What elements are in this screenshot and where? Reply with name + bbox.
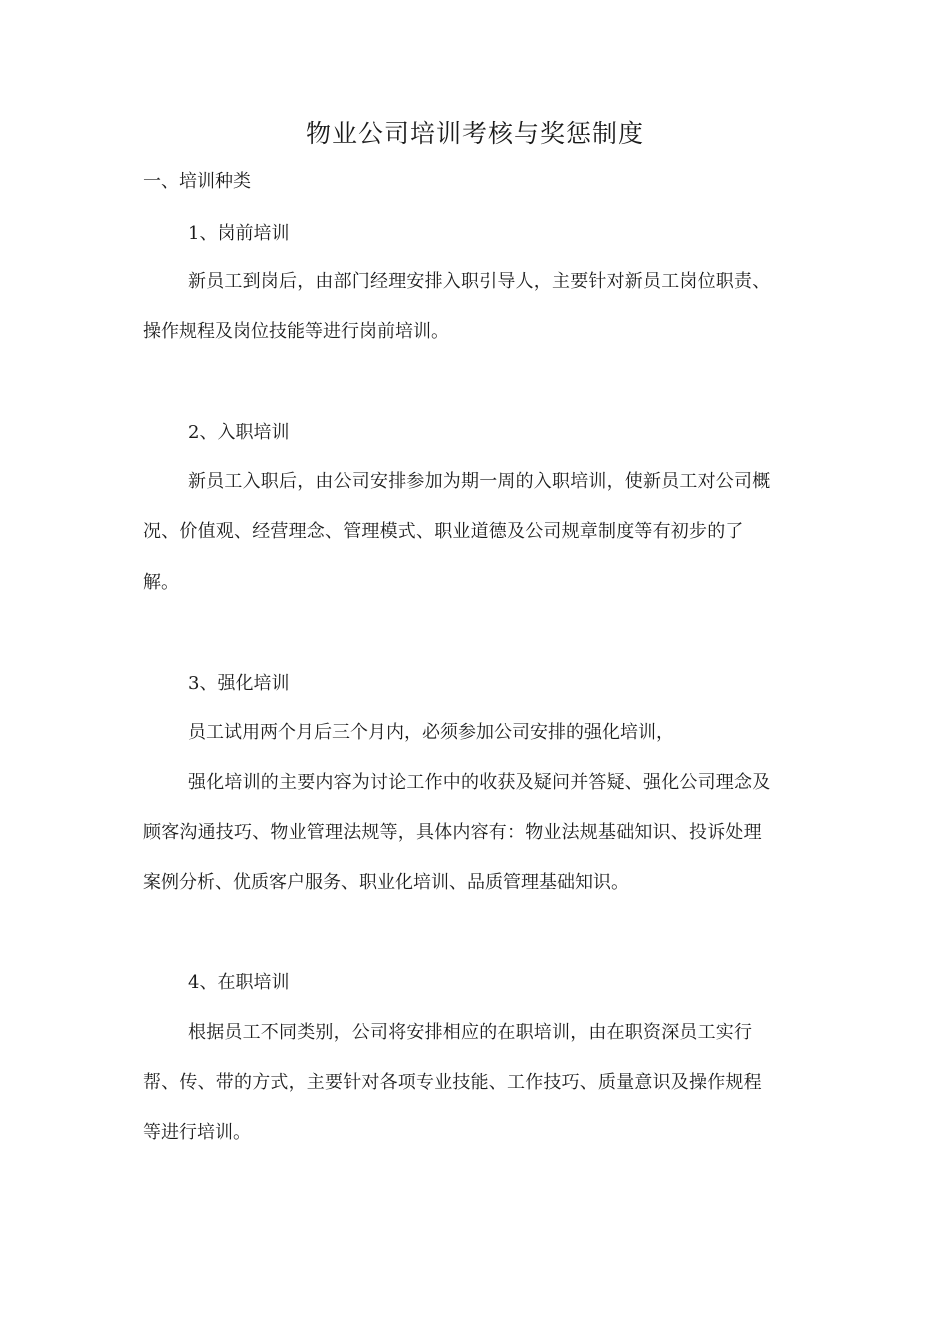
paragraph-line: 顾客沟通技巧、物业管理法规等，具体内容有：物业法规基础知识、投诉处理 [143,822,762,843]
subsection-heading-4: 4、在职培训 [188,972,290,993]
subsection-heading-2: 2、入职培训 [188,422,290,443]
section-heading: 一、培训种类 [143,171,251,192]
document-title: 物业公司培训考核与奖惩制度 [305,119,644,148]
paragraph-line: 操作规程及岗位技能等进行岗前培训。 [143,321,449,342]
paragraph-line: 员工试用两个月后三个月内，必须参加公司安排的强化培训， [188,722,674,743]
paragraph-line: 等进行培训。 [143,1122,251,1143]
paragraph-line: 根据员工不同类别，公司将安排相应的在职培训，由在职资深员工实行 [188,1022,753,1043]
subsection-heading-1: 1、岗前培训 [188,223,290,244]
paragraph-line: 解。 [143,572,179,593]
paragraph-line: 新员工入职后，由公司安排参加为期一周的入职培训，使新员工对公司概 [188,471,771,492]
paragraph-line: 帮、传、带的方式，主要针对各项专业技能、工作技巧、质量意识及操作规程 [143,1072,762,1093]
paragraph-line: 新员工到岗后，由部门经理安排入职引导人，主要针对新员工岗位职责、 [188,271,771,292]
subsection-heading-3: 3、强化培训 [188,673,290,694]
paragraph-line: 强化培训的主要内容为讨论工作中的收获及疑问并答疑、强化公司理念及 [188,772,771,793]
paragraph-line: 案例分析、优质客户服务、职业化培训、品质管理基础知识。 [143,872,629,893]
paragraph-line: 况、价值观、经营理念、管理模式、职业道德及公司规章制度等有初步的了 [143,521,744,542]
